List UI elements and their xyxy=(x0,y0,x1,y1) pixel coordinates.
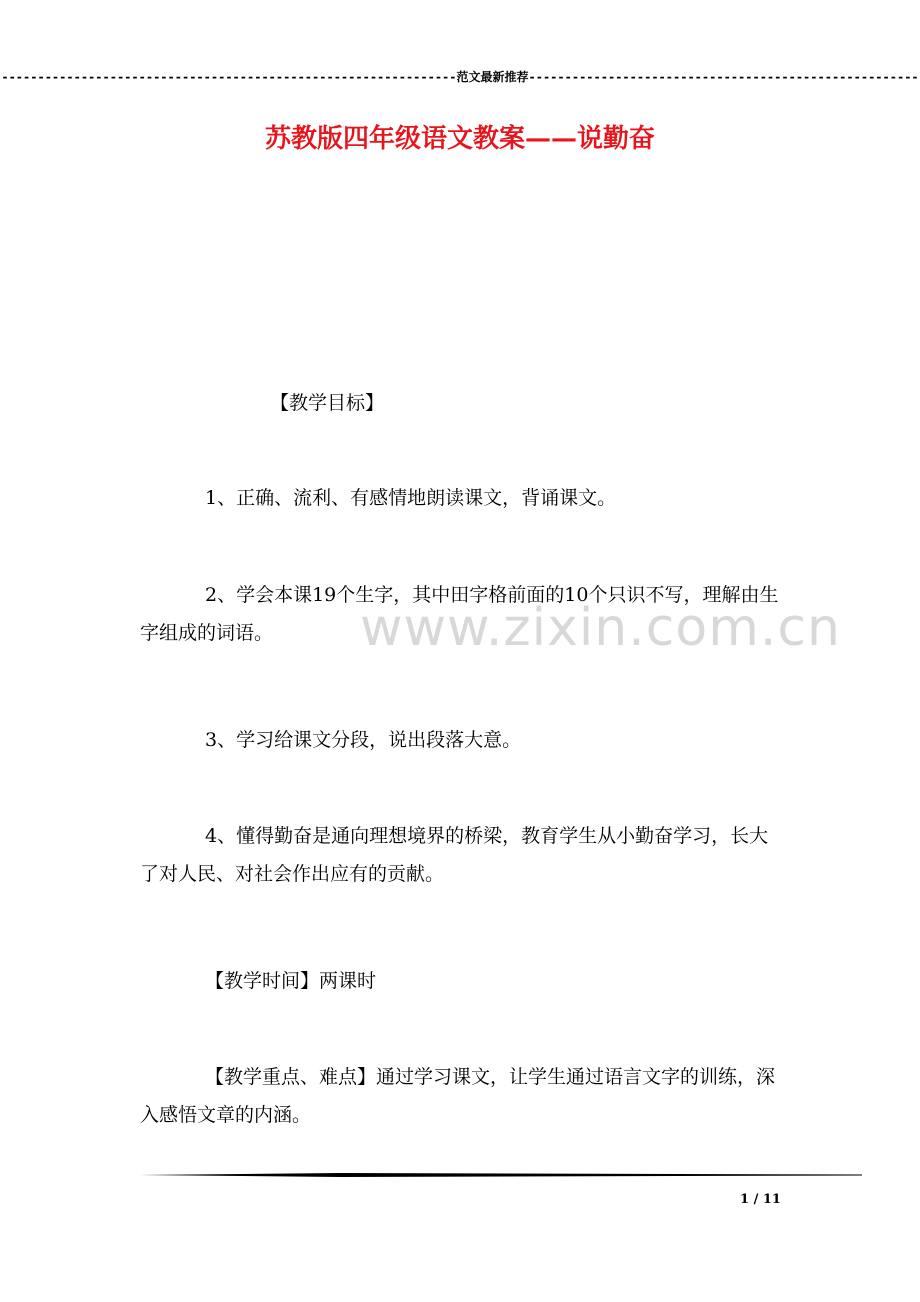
page-number: 1 / 11 xyxy=(740,1192,781,1207)
section-heading-goals: 【教学目标】 xyxy=(270,392,385,414)
footer-rule xyxy=(140,1172,862,1178)
paragraph-goal-4: 4、懂得勤奋是通向理想境界的桥梁，教育学生从小勤奋学习，长大了对人民、对社会作出应有的贡献。 xyxy=(140,825,769,885)
document-title: 苏教版四年级语文教案——说勤奋 xyxy=(264,124,655,154)
paragraph-key-points: 【教学重点、难点】通过学习课文，让学生通过语言文字的训练，深入感悟文章的内涵。 xyxy=(140,1066,776,1126)
paragraph-goal-1: 1、正确、流利、有感情地朗读课文，背诵课文。 xyxy=(205,487,617,509)
paragraph-teaching-time: 【教学时间】两课时 xyxy=(205,970,377,992)
paragraph-goal-2: 2、学会本课19个生字，其中田字格前面的10个只识不写，理解由生字组成的词语。 xyxy=(140,584,779,644)
page-header: ---------------------------------------------------------------范文最新推荐------------------------------------------------------ xyxy=(1,70,919,84)
watermark: www.zixin.com.cn xyxy=(360,598,841,658)
paragraph-goal-3: 3、学习给课文分段，说出段落大意。 xyxy=(205,729,522,751)
